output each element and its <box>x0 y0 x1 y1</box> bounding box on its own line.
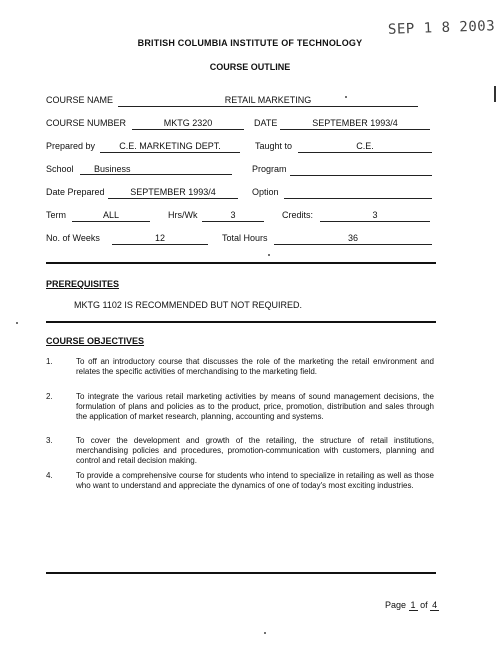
received-date-stamp: SEP 1 8 2003 <box>387 18 496 38</box>
program-value <box>290 164 432 176</box>
date-prepared-value: SEPTEMBER 1993/4 <box>108 187 238 199</box>
objective-text: To off an introductory course that discusses the role of the marketing the retail environment and relates the specific activities of merchandising to the marketing field. <box>76 357 434 376</box>
objective-item <box>46 357 434 377</box>
objective-number: 2. <box>46 392 53 401</box>
scan-speck <box>264 632 266 634</box>
school-label: School <box>46 164 74 174</box>
objective-text: To integrate the various retail marketing activities by means of sound management decisions, the formulation of plans and policies as to the product, price, promotion, distribution and sales through the application of market research, planning, accounting and systems. <box>76 392 434 421</box>
margin-mark <box>494 86 496 102</box>
scan-speck <box>16 322 18 324</box>
section-divider <box>46 321 436 323</box>
date-label: DATE <box>254 118 278 128</box>
taught-to-label: Taught to <box>255 141 293 151</box>
term-value: ALL <box>72 210 150 222</box>
prepared-by-value: C.E. MARKETING DEPT. <box>100 141 240 153</box>
course-name-label: COURSE NAME <box>46 95 114 105</box>
page-label: Page <box>385 600 407 610</box>
objective-item <box>46 471 434 491</box>
page-indicator <box>385 600 439 610</box>
term-label: Term <box>46 210 66 220</box>
option-label: Option <box>252 187 279 197</box>
objective-number: 1. <box>46 357 53 366</box>
objective-item <box>46 436 434 466</box>
course-number-label: COURSE NUMBER <box>46 118 127 128</box>
hrs-wk-label: Hrs/Wk <box>168 210 198 220</box>
option-value <box>284 187 432 199</box>
school-value: Business <box>80 164 232 175</box>
course-number-value: MKTG 2320 <box>132 118 244 130</box>
objectives-heading: COURSE OBJECTIVES <box>46 336 145 346</box>
prepared-by-label: Prepared by <box>46 141 96 151</box>
date-value: SEPTEMBER 1993/4 <box>280 118 430 130</box>
page-of-label: of <box>420 600 428 610</box>
objective-number: 3. <box>46 436 53 445</box>
scan-speck <box>268 254 270 256</box>
hrs-wk-value: 3 <box>202 210 264 222</box>
total-hours-label: Total Hours <box>222 233 268 243</box>
taught-to-value: C.E. <box>298 141 432 153</box>
scan-speck <box>345 96 347 98</box>
prerequisites-text: MKTG 1102 IS RECOMMENDED BUT NOT REQUIRED. <box>74 300 303 310</box>
prerequisites-heading: PREREQUISITES <box>46 279 120 289</box>
weeks-label: No. of Weeks <box>46 233 100 243</box>
credits-label: Credits: <box>282 210 314 220</box>
objective-number: 4. <box>46 471 53 480</box>
objective-text: To provide a comprehensive course for students who intend to specialize in retailing as well as those who want to understand and appreciate the dynamics of one of today's most exciting industries. <box>76 471 434 490</box>
objective-text: To cover the development and growth of the retailing, the structure of retail institutions, merchandising policies and procedures, promotion-communication with customers, planning and control and retail decision making. <box>76 436 434 465</box>
program-label: Program <box>252 164 287 174</box>
document-title: COURSE OUTLINE <box>209 62 291 72</box>
weeks-value: 12 <box>112 233 208 245</box>
footer-divider <box>46 572 436 574</box>
date-prepared-label: Date Prepared <box>46 187 105 197</box>
credits-value: 3 <box>320 210 430 222</box>
page-current: 1 <box>410 600 416 610</box>
section-divider <box>46 262 436 264</box>
institution-name: BRITISH COLUMBIA INSTITUTE OF TECHNOLOGY <box>137 38 363 48</box>
total-hours-value: 36 <box>274 233 432 245</box>
objective-item <box>46 392 434 422</box>
course-name-value: RETAIL MARKETING <box>118 95 418 107</box>
page-total: 4 <box>432 600 438 610</box>
